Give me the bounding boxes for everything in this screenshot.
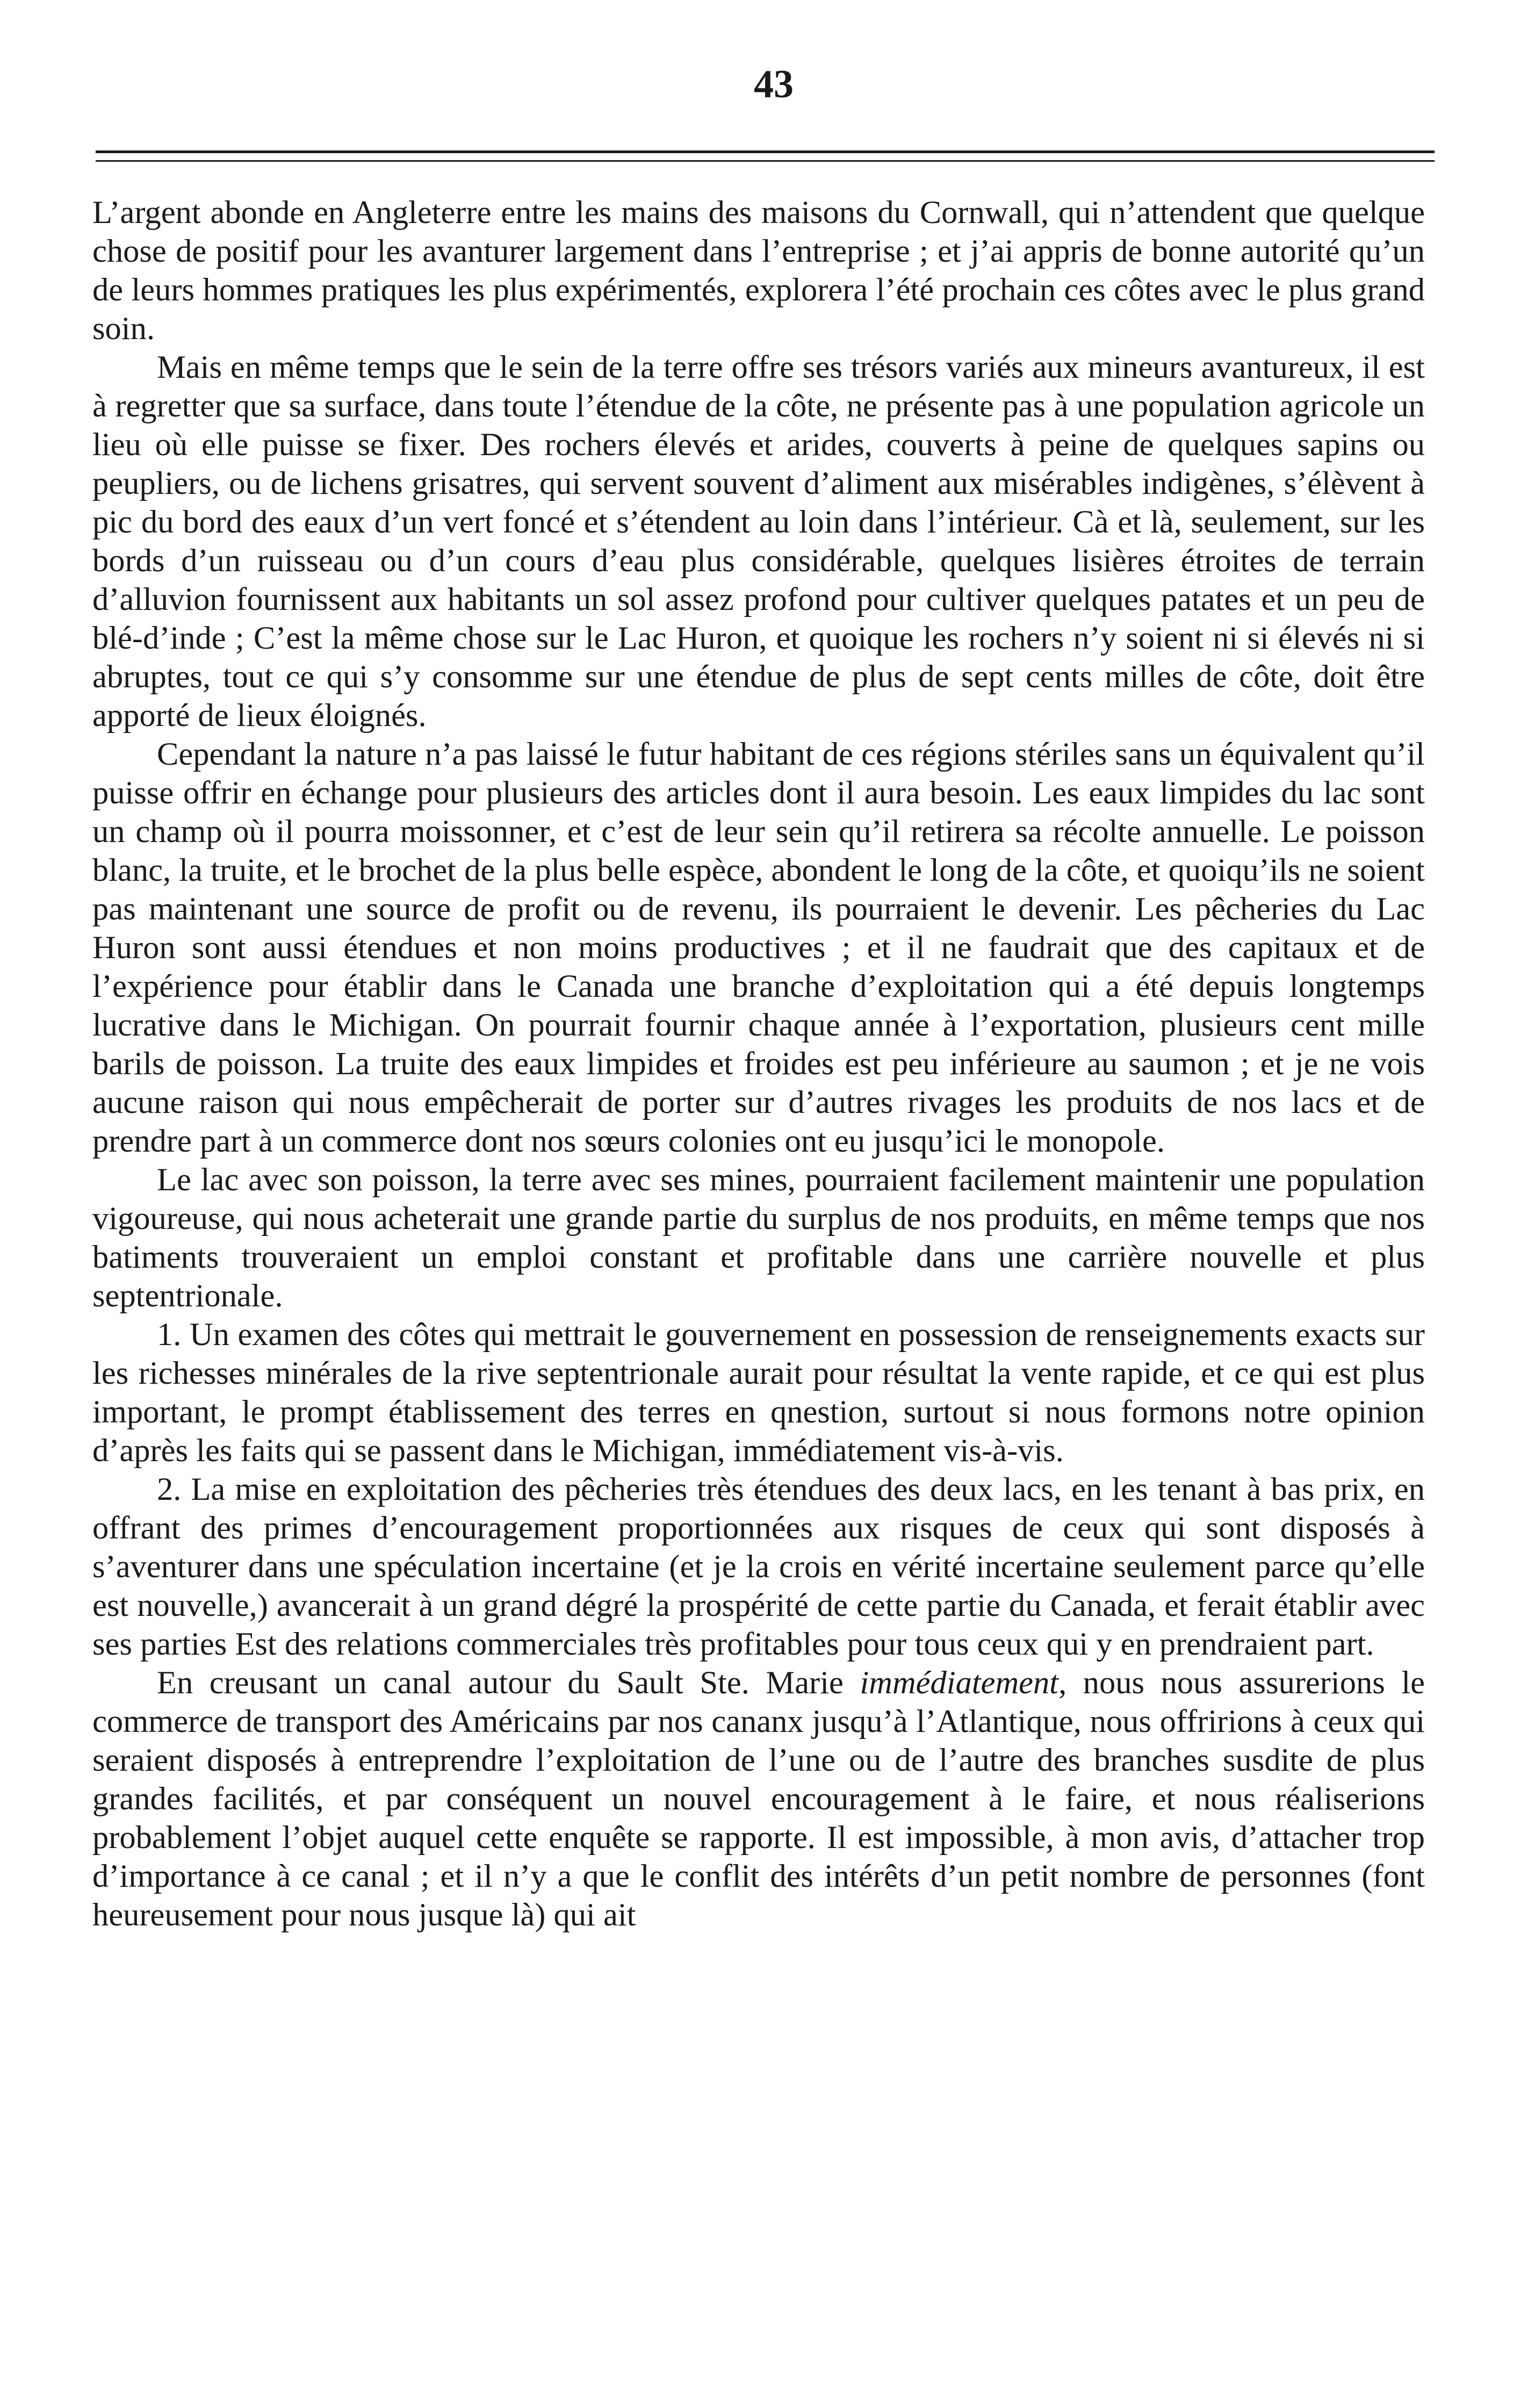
paragraph-last	[92, 1664, 1425, 1935]
numbered-paragraph-1: 1. Un examen des côtes qui mettrait le gouvernement en possession de renseignements exacts sur les richesses minérales de la rive septentrionale aurait pour résultat la vente rapide, et ce qui est plus important, le prompt établissement des terres en qnestion, surtout si nous formons notre opinion d’après les faits qui se passent dans le Michigan, immédiatement vis-à-vis.	[92, 1317, 1425, 1469]
paragraph: Cependant la nature n’a pas laissé le futur habitant de ces régions stériles sans un équivalent qu’il puisse offrir en échange pour plusieurs des articles dont il aura besoin. Les eaux limpides du lac sont un champ où il pourra moissonner, et c’est de leur sein qu’il retirera sa récolte annuelle. Le poisson blanc, la truite, et le brochet de la plus belle espèce, abondent le long de la côte, et quoiqu’ils ne soient pas maintenant une source de profit ou de revenu, ils pourraient le devenir. Les pêcheries du Lac Huron sont aussi étendues et non moins productives ; et il ne faudrait que des capitaux et de l’expérience pour établir dans le Canada une branche d’exploitation qui a été depuis longtemps lucrative dans le Michigan. On pourrait fournir chaque année à l’exportation, plusieurs cent mille barils de poisson. La truite des eaux limpides et froides est peu inférieure au saumon ; et je ne vois aucune raison qui nous empêcherait de porter sur d’autres rivages les produits de nos lacs et de prendre part à un commerce dont nos sœurs colonies ont eu jusqu’ici le monopole.	[92, 736, 1425, 1159]
header-rule-thin	[96, 160, 1435, 162]
paragraph: Le lac avec son poisson, la terre avec ses mines, pourraient facilement maintenir une population vigoureuse, qui nous acheterait une grande partie du surplus de nos produits, en même temps que nos batiments trouveraient un emploi constant et profitable dans une carrière nouvelle et plus septentrionale.	[92, 1162, 1425, 1314]
last-paragraph-start: En creusant un canal autour du Sault Ste. Marie	[157, 1665, 860, 1701]
paragraph: Mais en même temps que le sein de la terre offre ses trésors variés aux mineurs avantureux, il est à regretter que sa surface, dans toute l’étendue de la côte, ne présente pas à une population agricole un lieu où elle puisse se fixer. Des rochers élevés et arides, couverts à peine de quelques sapins ou peupliers, ou de lichens grisatres, qui servent souvent d’aliment aux misérables indigènes, s’élèvent à pic du bord des eaux d’un vert foncé et s’étendent au loin dans l’intérieur. Cà et là, seulement, sur les bords d’un ruisseau ou d’un cours d’eau plus considérable, quelques lisières étroites de terrain d’alluvion fournissent aux habitants un sol assez profond pour cultiver quelques patates et un peu de blé-d’inde ; C’est la même chose sur le Lac Huron, et quoique les rochers n’y soient ni si élevés ni si abruptes, tout ce qui s’y consomme sur une étendue de plus de sept cents milles de côte, doit être apporté de lieux éloignés.	[92, 349, 1425, 734]
paragraph: L’argent abonde en Angleterre entre les mains des maisons du Cornwall, qui n’attendent que quelque chose de positif pour les avanturer largement dans l’entreprise ; et j’ai appris de bonne autorité qu’un de leurs hommes pratiques les plus expérimentés, explorera l’été prochain ces côtes avec le plus grand soin.	[92, 195, 1425, 347]
italic-word: immédiatement	[860, 1665, 1059, 1701]
header-rule	[96, 150, 1435, 153]
last-paragraph-rest: , nous nous assurerions le commerce de transport des Américains par nos cananx jusqu’à l’Atlantique, nous offririons à ceux qui seraient disposés à entreprendre l’exploitation de l’une ou de l’autre des branches susdite de plus grandes facilités, et par conséquent un nouvel encouragement à le faire, et nous réaliserions probablement l’objet auquel cette enquête se rapporte. Il est impossible, à mon avis, d’attacher trop d’importance à ce canal ; et il n’y a que le conflit des intérêts d’un petit nombre de personnes (font heureusement pour nous jusque là) qui ait	[92, 1665, 1425, 1933]
numbered-paragraph-2: 2. La mise en exploitation des pêcheries très étendues des deux lacs, en les tenant à bas prix, en offrant des primes d’encouragement proportionnées aux risques de ceux qui sont disposés à s’aventurer dans une spéculation incertaine (et je la crois en vérité incertaine seulement parce qu’elle est nouvelle,) avancerait à un grand dégré la prospérité de cette partie du Canada, et ferait établir avec ses parties Est des relations commerciales très profitables pour tous ceux qui y en prendraient part.	[92, 1471, 1425, 1662]
body-text	[92, 193, 1425, 1935]
page-number: 43	[754, 62, 794, 106]
